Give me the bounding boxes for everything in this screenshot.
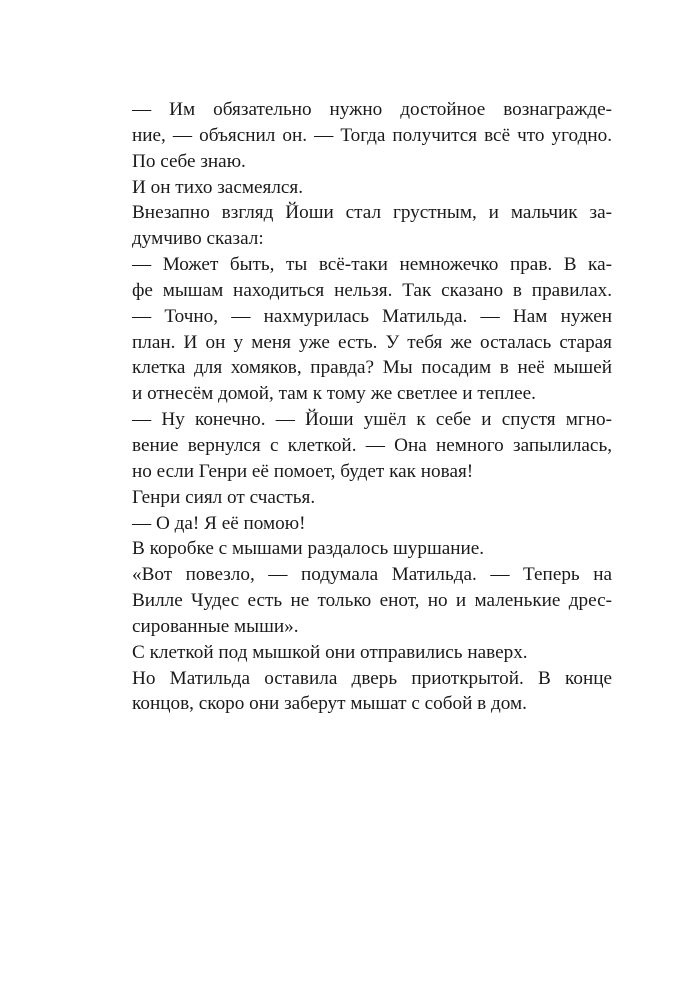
text-line: И он тихо засмеялся. [132,176,304,198]
text-line: концов, скоро они заберут мышат с собой в дом. [132,693,527,715]
text-line: клетка для хомяков, правда? Мы посадим в неё мышей [132,357,612,379]
text-line: Но Матильда оставила дверь приоткрытой. В конце [132,667,612,689]
text-line: думчиво сказал: [132,228,264,250]
text-line: план. И он у меня уже есть. У тебя же осталась старая [132,331,612,353]
text-line: По себе знаю. [132,150,246,172]
body-text [132,97,612,717]
text-line: Внезапно взгляд Йоши стал грустным, и мальчик за- [132,202,612,224]
text-line: «Вот повезло, — подумала Матильда. — Теперь на [132,564,612,586]
text-line: — Ну конечно. — Йоши ушёл к себе и спустя мгно- [132,409,612,431]
text-line: сированные мыши». [132,615,299,637]
text-line: С клеткой под мышкой они отправились наверх. [132,641,528,663]
text-line: — Может быть, ты всё-таки немножечко прав. В ка- [132,254,612,276]
text-line: Генри сиял от счастья. [132,486,316,508]
text-line: ние, — объяснил он. — Тогда получится всё что угодно. [132,124,612,146]
text-line: Вилле Чудес есть не только енот, но и маленькие дрес- [132,590,612,612]
text-line: — О да! Я её помою! [132,512,306,534]
text-line: фе мышам находиться нельзя. Так сказано в правилах. [132,279,612,301]
text-line: — Им обязательно нужно достойное вознагражде- [132,99,612,120]
text-line: — Точно, — нахмурилась Матильда. — Нам нужен [132,305,612,327]
text-line: и отнесём домой, там к тому же светлее и теплее. [132,383,536,405]
text-line: вение вернулся с клеткой. — Она немного запылилась, [132,434,612,456]
text-line: но если Генри её помоет, будет как новая! [132,460,474,482]
text-line: В коробке с мышами раздалось шуршание. [132,538,485,560]
